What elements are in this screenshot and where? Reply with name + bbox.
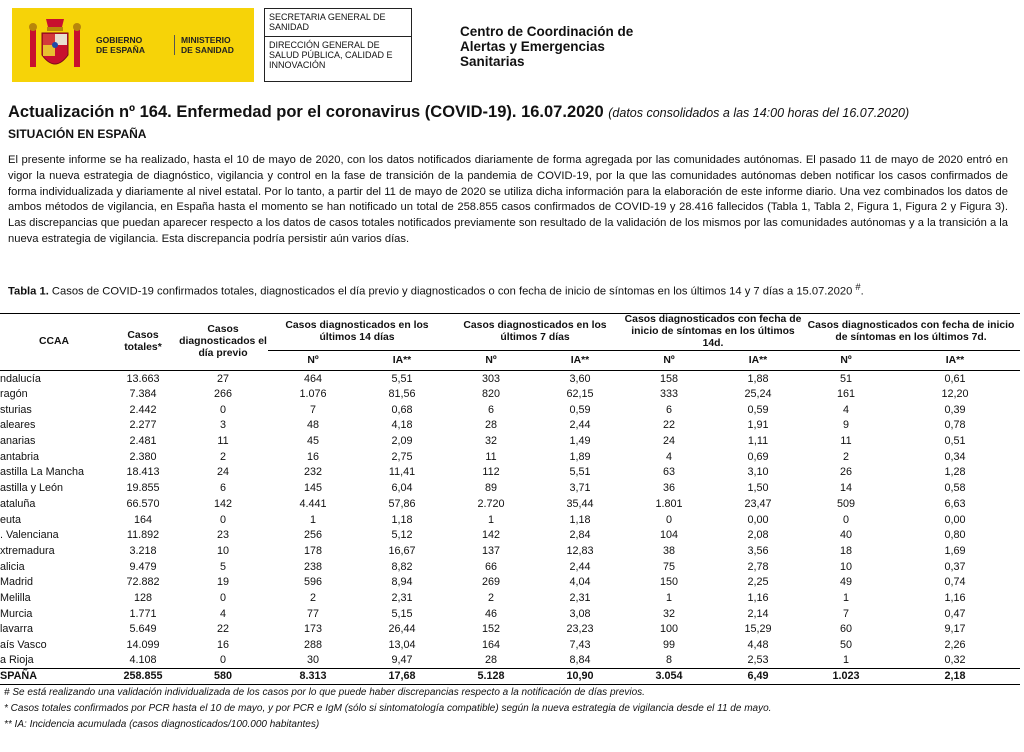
value-cell: 1,18 — [391, 513, 413, 526]
value-cell: 2,78 — [747, 560, 769, 573]
value-cell: 2,53 — [747, 654, 769, 667]
value-cell: 288 — [303, 639, 322, 652]
value-cell: 38 — [662, 544, 675, 557]
value-cell: 66 — [484, 560, 497, 573]
value-cell: 5,51 — [569, 466, 591, 479]
value-cell: 1.076 — [299, 388, 327, 401]
value-cell: 23,47 — [744, 497, 772, 510]
value-cell: 3.054 — [655, 670, 683, 683]
value-cell: 57,86 — [388, 497, 416, 510]
table-row — [0, 590, 1020, 606]
col-n: Nº — [485, 354, 497, 366]
value-cell: 0 — [219, 403, 226, 416]
table-row — [0, 637, 1020, 653]
value-cell: 7 — [309, 403, 316, 416]
value-cell: 2,14 — [747, 607, 769, 620]
value-cell: 35,44 — [566, 497, 594, 510]
col-group-sintomas-7d: Casos diagnosticados con fecha de inicio de síntomas en los últimos 7d. — [802, 314, 1020, 351]
col-ccaa: CCAA — [38, 336, 69, 347]
value-cell: 1.801 — [655, 497, 683, 510]
value-cell: 303 — [481, 372, 500, 385]
value-cell: 2,84 — [569, 529, 591, 542]
centro-coordinacion-label: Centro de Coordinación de Alertas y Emergencias Sanitarias — [460, 24, 634, 69]
table-row — [0, 480, 1020, 496]
value-cell: 9,17 — [944, 623, 966, 636]
table-row — [0, 371, 1020, 387]
value-cell: 0 — [219, 513, 226, 526]
value-cell: 10 — [216, 544, 229, 557]
ccaa-cell: alicia — [0, 560, 25, 573]
table-row — [0, 653, 1020, 669]
value-cell: 1.771 — [129, 607, 157, 620]
value-cell: 18 — [839, 544, 852, 557]
value-cell: 333 — [659, 388, 678, 401]
value-cell: 24 — [662, 435, 675, 448]
value-cell: 0,47 — [944, 607, 966, 620]
secretariat-box — [264, 8, 412, 82]
value-cell: 19 — [216, 576, 229, 589]
value-cell: 137 — [481, 544, 500, 557]
value-cell: 1,49 — [569, 435, 591, 448]
ccaa-cell: a Rioja — [0, 654, 34, 667]
table-row — [0, 386, 1020, 402]
value-cell: 63 — [662, 466, 675, 479]
value-cell: 0,69 — [747, 450, 769, 463]
value-cell: 100 — [659, 623, 678, 636]
value-cell: 1,50 — [747, 482, 769, 495]
value-cell: 464 — [303, 372, 322, 385]
value-cell: 4 — [665, 450, 672, 463]
value-cell: 145 — [303, 482, 322, 495]
coat-of-arms-icon — [26, 15, 84, 75]
value-cell: 45 — [306, 435, 319, 448]
value-cell: 28 — [484, 419, 497, 432]
table-row — [0, 543, 1020, 559]
table-row — [0, 449, 1020, 465]
value-cell: 81,56 — [388, 388, 416, 401]
value-cell: 142 — [213, 497, 232, 510]
ministry-name: MINISTERIO DE SANIDAD — [174, 35, 234, 55]
value-cell: 60 — [839, 623, 852, 636]
value-cell: 16,67 — [388, 544, 416, 557]
value-cell: 11 — [217, 435, 229, 448]
col-ia: IA** — [748, 354, 768, 366]
value-cell: 4,48 — [747, 639, 769, 652]
value-cell: 1,69 — [944, 544, 966, 557]
value-cell: 62,15 — [566, 388, 594, 401]
value-cell: 2.481 — [129, 435, 157, 448]
ccaa-cell: . Valenciana — [0, 529, 59, 542]
value-cell: 32 — [662, 607, 675, 620]
value-cell: 5 — [219, 560, 226, 573]
value-cell: 1 — [665, 591, 672, 604]
intro-paragraph: El presente informe se ha realizado, hasta el 10 de mayo de 2020, con los datos notificados diariamente de forma agregada por las comunidades autónomas. El pasado 11 de mayo de 2020 entró en vigor la nueva estrategia de diagnóstico, vigilancia y control en la fase de transición de la pandemia de COVID-19, por la que las comunidades autónomas deben notificar los casos confirmados de forma individualizada y diariamente al nivel estatal. Por lo tanto, a partir del 11 de mayo de 2020 se utiliza dicha información para la elaboración de este informe diario. Una vez combinados los datos de ambos métodos de vigilancia, en España hasta el momento se han notificado un total de 258.855 casos confirmados de COVID-19 y 28.416 fallecidos (Tabla 1, Tabla 2, Figura 1, Figura 2 y Figura 3). Las discrepancias que puedan aparecer respecto a los datos de casos totales notificados previamente son resultado de la validación de los mismos por las comunidades autónomas y a la transición a la nueva estrategia de vigilancia. Esta discrepancia podría persistir aún varios días. — [8, 154, 1008, 245]
ccaa-cell: astilla y León — [0, 482, 64, 495]
ccaa-cell: sturias — [0, 403, 32, 416]
value-cell: 36 — [662, 482, 675, 495]
value-cell: 509 — [836, 497, 855, 510]
value-cell: 32 — [484, 435, 497, 448]
value-cell: 2.277 — [129, 419, 157, 432]
footnote: * Casos totales confirmados por PCR hasta el 10 de mayo, y por PCR e IgM (sólo si sintomatología compatible) según la nueva estrategia de vigilancia desde el 11 de mayo. — [4, 703, 772, 714]
col-ia: IA** — [392, 354, 412, 366]
value-cell: 6,63 — [944, 497, 966, 510]
table-row — [0, 496, 1020, 512]
value-cell: 1,16 — [944, 591, 966, 604]
value-cell: 0 — [842, 513, 849, 526]
value-cell: 128 — [133, 591, 152, 604]
value-cell: 46 — [484, 607, 497, 620]
value-cell: 48 — [306, 419, 319, 432]
value-cell: 258.855 — [123, 670, 163, 683]
section-heading: SITUACIÓN EN ESPAÑA — [8, 127, 147, 141]
value-cell: 18.413 — [126, 466, 160, 479]
col-group-sintomas-14d: Casos diagnosticados con fecha de inicio de síntomas en los últimos 14d. — [624, 314, 802, 349]
value-cell: 1 — [487, 513, 494, 526]
value-cell: 5,12 — [391, 529, 413, 542]
value-cell: 0 — [665, 513, 672, 526]
value-cell: 1,89 — [569, 450, 591, 463]
value-cell: 1 — [842, 591, 849, 604]
value-cell: 12,20 — [941, 388, 969, 401]
value-cell: 0,32 — [944, 654, 966, 667]
value-cell: 2 — [487, 591, 494, 604]
value-cell: 51 — [839, 372, 852, 385]
value-cell: 1,88 — [747, 372, 769, 385]
value-cell: 6 — [487, 403, 494, 416]
value-cell: 158 — [659, 372, 678, 385]
value-cell: 15,29 — [744, 623, 772, 636]
table-row — [0, 527, 1020, 543]
table-row — [0, 606, 1020, 622]
value-cell: 0,59 — [747, 403, 769, 416]
table-row — [0, 433, 1020, 449]
value-cell: 0,37 — [944, 560, 966, 573]
value-cell: 1,18 — [569, 513, 591, 526]
value-cell: 7 — [842, 607, 849, 620]
table-row — [0, 622, 1020, 638]
value-cell: 3,08 — [569, 607, 591, 620]
value-cell: 2,44 — [569, 560, 591, 573]
value-cell: 10,90 — [566, 670, 594, 683]
value-cell: 14 — [839, 482, 852, 495]
value-cell: 3,56 — [747, 544, 769, 557]
value-cell: 12,83 — [566, 544, 594, 557]
value-cell: 5.128 — [477, 670, 505, 683]
ccaa-cell: ataluña — [0, 497, 36, 510]
value-cell: 11.892 — [126, 529, 160, 542]
ccaa-cell: euta — [0, 513, 22, 526]
value-cell: 4.441 — [299, 497, 327, 510]
value-cell: 2 — [309, 591, 316, 604]
value-cell: 6 — [665, 403, 672, 416]
value-cell: 232 — [303, 466, 322, 479]
value-cell: 0,34 — [944, 450, 966, 463]
value-cell: 4 — [219, 607, 226, 620]
value-cell: 266 — [213, 388, 232, 401]
value-cell: 2,44 — [569, 419, 591, 432]
value-cell: 25,24 — [744, 388, 772, 401]
value-cell: 0,61 — [944, 372, 966, 385]
col-ia: IA** — [945, 354, 965, 366]
value-cell: 13.663 — [126, 372, 160, 385]
value-cell: 22 — [216, 623, 229, 636]
value-cell: 49 — [839, 576, 852, 589]
value-cell: 17,68 — [388, 670, 416, 683]
value-cell: 6,49 — [747, 670, 769, 683]
value-cell: 5,15 — [391, 607, 413, 620]
value-cell: 28 — [484, 654, 497, 667]
directorate-label: DIRECCIÓN GENERAL DE SALUD PÚBLICA, CALIDAD E INNOVACIÓN — [269, 40, 393, 70]
value-cell: 2,31 — [391, 591, 413, 604]
value-cell: 4,04 — [569, 576, 591, 589]
cases-table — [0, 313, 1020, 685]
value-cell: 19.855 — [126, 482, 160, 495]
table-row — [0, 418, 1020, 434]
value-cell: 77 — [306, 607, 319, 620]
value-cell: 256 — [303, 529, 322, 542]
value-cell: 0,51 — [944, 435, 966, 448]
value-cell: 7.384 — [129, 388, 157, 401]
value-cell: 161 — [836, 388, 855, 401]
value-cell: 26,44 — [388, 623, 416, 636]
value-cell: 72.882 — [126, 576, 160, 589]
value-cell: 2,09 — [391, 435, 413, 448]
value-cell: 2,75 — [391, 450, 413, 463]
col-ia: IA** — [570, 354, 590, 366]
value-cell: 0,59 — [569, 403, 591, 416]
value-cell: 1,11 — [747, 435, 769, 448]
value-cell: 3,10 — [747, 466, 769, 479]
value-cell: 11,41 — [388, 466, 416, 479]
value-cell: 150 — [659, 576, 678, 589]
secretariat-label: SECRETARIA GENERAL DE SANIDAD — [265, 9, 411, 37]
value-cell: 3,60 — [569, 372, 591, 385]
value-cell: 596 — [303, 576, 322, 589]
value-cell: 6,04 — [391, 482, 413, 495]
value-cell: 0,00 — [747, 513, 769, 526]
value-cell: 0,80 — [944, 529, 966, 542]
value-cell: 104 — [659, 529, 678, 542]
value-cell: 3.218 — [129, 544, 157, 557]
ccaa-cell: ndalucía — [0, 372, 41, 385]
value-cell: 8 — [665, 654, 672, 667]
value-cell: 238 — [303, 560, 322, 573]
government-logo-block — [12, 8, 254, 82]
value-cell: 10 — [839, 560, 852, 573]
value-cell: 0 — [219, 591, 226, 604]
value-cell: 164 — [481, 639, 500, 652]
col-n: Nº — [663, 354, 675, 366]
value-cell: 0,00 — [944, 513, 966, 526]
value-cell: 23,23 — [566, 623, 594, 636]
value-cell: 4.108 — [129, 654, 157, 667]
value-cell: 23 — [216, 529, 229, 542]
table-row — [0, 574, 1020, 590]
table-caption: Tabla 1. Casos de COVID-19 confirmados totales, diagnosticados el día previo y diagnosticados o con fecha de inicio de síntomas en los últimos 14 y 7 días a 15.07.2020 #. — [8, 282, 864, 298]
value-cell: 2 — [842, 450, 849, 463]
value-cell: 5,51 — [391, 372, 413, 385]
footnote: ** IA: Incidencia acumulada (casos diagnosticados/100.000 habitantes) — [4, 719, 320, 730]
value-cell: 0,58 — [944, 482, 966, 495]
value-cell: 40 — [839, 529, 852, 542]
table-row — [0, 512, 1020, 528]
value-cell: 1.023 — [832, 670, 860, 683]
ccaa-cell: astilla La Mancha — [0, 466, 85, 479]
value-cell: 6 — [219, 482, 226, 495]
ccaa-cell: ragón — [0, 388, 28, 401]
value-cell: 9.479 — [129, 560, 157, 573]
value-cell: 2 — [219, 450, 226, 463]
ccaa-cell: Madrid — [0, 576, 34, 589]
value-cell: 27 — [216, 372, 229, 385]
value-cell: 0 — [219, 654, 226, 667]
page-header — [12, 8, 1012, 88]
ccaa-cell: aleares — [0, 419, 36, 432]
value-cell: 152 — [481, 623, 500, 636]
ccaa-cell: xtremadura — [0, 544, 55, 557]
ccaa-cell: SPAÑA — [0, 670, 37, 683]
value-cell: 0,78 — [944, 419, 966, 432]
value-cell: 16 — [306, 450, 319, 463]
value-cell: 11 — [840, 435, 852, 448]
value-cell: 580 — [213, 670, 232, 683]
value-cell: 8,84 — [569, 654, 591, 667]
value-cell: 0,74 — [944, 576, 966, 589]
value-cell: 2,25 — [747, 576, 769, 589]
table-row — [0, 559, 1020, 575]
value-cell: 99 — [662, 639, 675, 652]
value-cell: 13,04 — [388, 639, 416, 652]
footnotes — [4, 685, 771, 733]
value-cell: 89 — [484, 482, 497, 495]
value-cell: 2,18 — [944, 670, 966, 683]
value-cell: 8.313 — [299, 670, 327, 683]
col-casos-totales: Casos totales* — [124, 330, 162, 353]
value-cell: 7,43 — [569, 639, 591, 652]
value-cell: 178 — [303, 544, 322, 557]
value-cell: 16 — [216, 639, 229, 652]
table-row — [0, 465, 1020, 481]
value-cell: 8,82 — [391, 560, 413, 573]
report-title: Actualización nº 164. Enfermedad por el coronavirus (COVID-19). 16.07.2020 (datos consolidados a las 14:00 horas del 16.07.2020) — [8, 103, 910, 121]
ccaa-cell: anarias — [0, 435, 36, 448]
value-cell: 112 — [482, 466, 500, 479]
value-cell: 1,28 — [944, 466, 966, 479]
value-cell: 1,16 — [747, 591, 769, 604]
value-cell: 24 — [216, 466, 229, 479]
table-row — [0, 402, 1020, 418]
value-cell: 164 — [133, 513, 152, 526]
value-cell: 4 — [842, 403, 849, 416]
value-cell: 2,31 — [569, 591, 591, 604]
value-cell: 3 — [219, 419, 226, 432]
col-group-14d: Casos diagnosticados en los últimos 14 días — [268, 314, 446, 351]
col-n: Nº — [307, 354, 319, 366]
value-cell: 2.380 — [129, 450, 157, 463]
value-cell: 26 — [839, 466, 852, 479]
value-cell: 2,08 — [747, 529, 769, 542]
value-cell: 11 — [485, 450, 497, 463]
value-cell: 66.570 — [126, 497, 160, 510]
value-cell: 8,94 — [391, 576, 413, 589]
value-cell: 30 — [306, 654, 319, 667]
value-cell: 1 — [842, 654, 849, 667]
value-cell: 269 — [481, 576, 500, 589]
ccaa-cell: antabria — [0, 450, 40, 463]
value-cell: 9,47 — [391, 654, 413, 667]
value-cell: 0,39 — [944, 403, 966, 416]
value-cell: 4,18 — [391, 419, 413, 432]
value-cell: 14.099 — [126, 639, 160, 652]
report-subtitle: (datos consolidados a las 14:00 horas del 16.07.2020) — [608, 106, 910, 120]
value-cell: 3,71 — [569, 482, 591, 495]
ccaa-cell: Murcia — [0, 607, 33, 620]
footnote: # Se está realizando una validación individualizada de los casos por lo que puede haber discrepancias respecto a la notificación de días previos. — [4, 687, 645, 698]
value-cell: 1 — [309, 513, 316, 526]
value-cell: 2.720 — [477, 497, 505, 510]
ccaa-cell: lavarra — [0, 623, 34, 636]
ccaa-cell: Melilla — [0, 591, 31, 604]
value-cell: 173 — [303, 623, 322, 636]
value-cell: 1,91 — [747, 419, 769, 432]
col-dia-previo: Casos diagnosticados el día previo — [179, 324, 267, 359]
government-name: GOBIERNO DE ESPAÑA — [96, 35, 145, 55]
value-cell: 75 — [662, 560, 675, 573]
ccaa-cell: aís Vasco — [0, 639, 47, 652]
col-n: Nº — [840, 354, 852, 366]
value-cell: 50 — [839, 639, 852, 652]
value-cell: 2,26 — [944, 639, 966, 652]
value-cell: 142 — [481, 529, 500, 542]
value-cell: 0,68 — [391, 403, 413, 416]
value-cell: 5.649 — [129, 623, 157, 636]
col-group-7d: Casos diagnosticados en los últimos 7 días — [446, 314, 624, 351]
value-cell: 22 — [662, 419, 675, 432]
value-cell: 9 — [842, 419, 849, 432]
value-cell: 2.442 — [129, 403, 157, 416]
table-total-row — [0, 669, 1020, 685]
value-cell: 820 — [481, 388, 500, 401]
